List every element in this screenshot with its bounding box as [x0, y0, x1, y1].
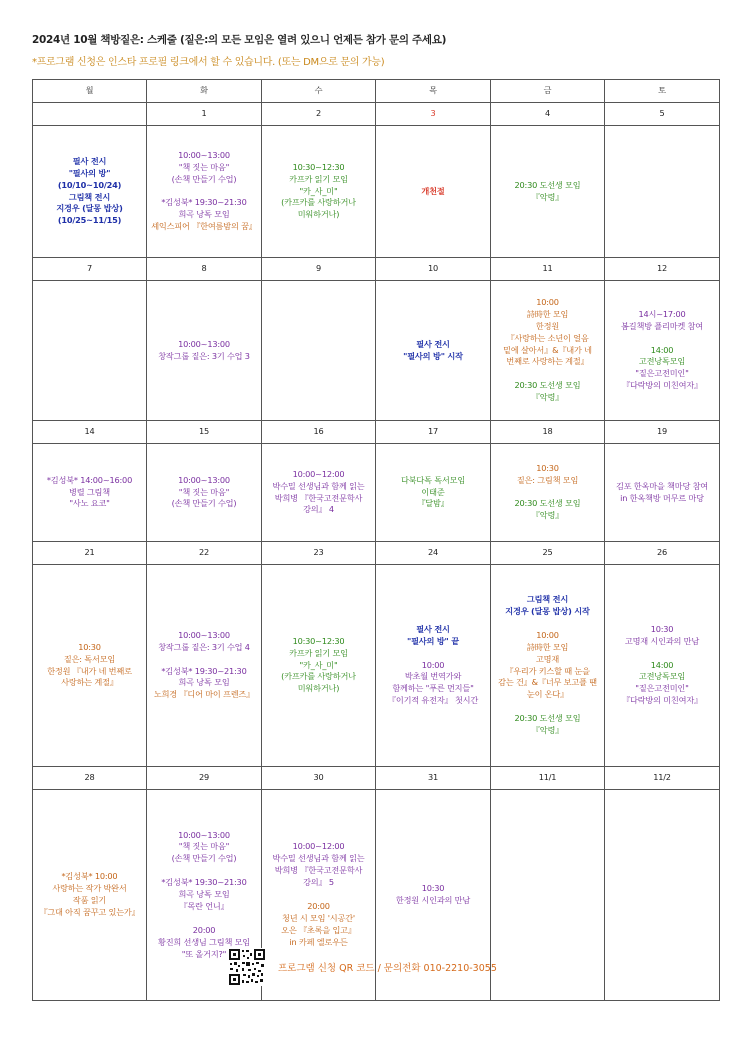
day-cell	[147, 565, 262, 767]
event-line: 10:30	[650, 623, 674, 634]
day-cell	[376, 126, 491, 258]
date-number: 9	[262, 258, 376, 281]
event-line: 개천절	[421, 185, 445, 196]
day-cell	[376, 444, 491, 542]
event-line: 『다락방의 미친여자』	[621, 380, 703, 391]
event-line: 『사랑하는 소년이 얼음	[506, 332, 589, 343]
date-number: 11/1	[491, 767, 605, 790]
weekday-header: 수	[262, 80, 376, 103]
day-cell	[262, 565, 376, 767]
event-line: 10:30~12:30	[292, 161, 345, 172]
calendar-table	[32, 79, 720, 1001]
event-line: 한정원 『내가 네 번째로	[47, 665, 132, 676]
event-line: 10:30~12:30	[292, 635, 345, 646]
day-cell	[491, 126, 605, 258]
event-line: 희곡 낭독 모임	[178, 889, 230, 900]
date-number: 11/2	[605, 767, 720, 790]
event-line: 김포 한옥마을 책마당 참여	[615, 480, 708, 491]
event-line: 청년 시 모임 '시공간'	[282, 912, 355, 923]
event-line: in 카페 엘로우든	[289, 936, 348, 947]
date-row	[33, 421, 720, 444]
event-line: 짙은: 그림책 모임	[516, 474, 579, 485]
weekday-header: 목	[376, 80, 491, 103]
event-line: 짙은: 독서모임	[63, 653, 116, 664]
event-line: (카프카를 사랑하거나	[281, 197, 356, 208]
event-line: 20:30 도선생 모임	[514, 498, 581, 509]
date-row	[33, 542, 720, 565]
event-line	[264, 889, 373, 901]
event-line: 20:30 도선생 모임	[514, 179, 581, 190]
event-line: 창작그룹 짙은: 3기 수업 4	[158, 641, 250, 652]
event-line	[149, 913, 259, 925]
event-line: (손책 만들기 수업)	[171, 853, 237, 864]
date-number: 8	[147, 258, 262, 281]
weekday-header: 월	[33, 80, 147, 103]
event-line: 카프카 읽기 모임	[289, 173, 348, 184]
event-row	[33, 281, 720, 421]
day-cell	[376, 565, 491, 767]
date-number: 7	[33, 258, 147, 281]
event-line: 병렬 그림책	[69, 486, 110, 497]
event-line: 20:00	[307, 900, 330, 911]
event-line: 10:00~13:00	[178, 829, 230, 840]
event-line: 『악령』	[531, 392, 564, 403]
date-number: 5	[605, 103, 720, 126]
event-line: 오은 『초록을 입고』	[281, 924, 356, 935]
event-line: 사랑하는 작가 박완서	[52, 883, 127, 894]
event-line: 희곡 낭독 모임	[178, 677, 230, 688]
day-cell	[491, 281, 605, 421]
event-line: 『이기적 유전자』 첫시간	[387, 695, 479, 706]
event-line: 그림책 전시	[526, 594, 569, 605]
event-line: 고전낭독모임	[638, 356, 686, 367]
event-line: 필사 전시	[416, 338, 450, 349]
day-cell	[262, 126, 376, 258]
event-line: 10:00~13:00	[178, 629, 230, 640]
day-cell	[491, 790, 605, 1001]
event-line: "책 짓는 마음"	[178, 486, 230, 497]
event-line: 『악령』	[531, 724, 564, 735]
event-line: (손책 만들기 수업)	[171, 498, 237, 509]
day-cell	[605, 281, 720, 421]
event-line: 고명재	[535, 653, 560, 664]
day-cell	[33, 126, 147, 258]
day-cell	[262, 281, 376, 421]
event-line: 10:30	[421, 883, 445, 894]
date-number: 11	[491, 258, 605, 281]
event-line: 10:00~12:00	[292, 841, 345, 852]
event-line: 이태준	[421, 486, 445, 497]
day-cell	[33, 790, 147, 1001]
event-line: 박수밀 선생님과 함께 읽는	[272, 853, 365, 864]
event-line: 詩時한 모임	[526, 308, 569, 319]
event-line: 그림책 전시	[68, 191, 111, 202]
event-line: "또 올거지?"	[181, 948, 227, 959]
event-line: 10:00~13:00	[178, 338, 230, 349]
day-cell	[147, 444, 262, 542]
event-line: *김성북* 19:30~21:30	[161, 197, 247, 208]
event-line: in 한옥책방 머무르 마당	[620, 492, 704, 503]
event-line: 10:00~13:00	[178, 149, 230, 160]
date-number: 25	[491, 542, 605, 565]
date-number: 26	[605, 542, 720, 565]
event-line: 한정원 시인과의 만남	[395, 895, 471, 905]
day-cell	[605, 790, 720, 1001]
day-cell	[605, 444, 720, 542]
date-number: 2	[262, 103, 376, 126]
event-line	[149, 186, 259, 198]
day-cell	[147, 126, 262, 258]
event-line: 20:30 도선생 모임	[514, 713, 581, 724]
date-number: 19	[605, 421, 720, 444]
event-line: 『우리가 키스할 때 눈을	[505, 665, 590, 676]
day-cell	[605, 565, 720, 767]
day-cell	[491, 444, 605, 542]
day-cell	[262, 444, 376, 542]
event-line: 사랑하는 계절』	[61, 677, 118, 688]
event-line: "짙은고전미인"	[635, 368, 689, 379]
event-line	[493, 368, 602, 380]
event-line: 미워하거나)	[297, 683, 340, 694]
event-line	[493, 701, 602, 713]
event-line: 고명재 시인과의 만남	[624, 635, 700, 646]
day-cell	[491, 565, 605, 767]
event-line: 셰익스피어 『한여름밤의 꿈』	[151, 221, 257, 232]
weekday-header-row	[33, 80, 720, 103]
event-line: 번째로 사랑하는 계절』	[506, 356, 589, 367]
event-line: 눈이 온다』	[526, 689, 569, 700]
event-line: 14:00	[650, 659, 674, 670]
date-number: 1	[147, 103, 262, 126]
event-line: "필사의 방" 시작	[403, 350, 463, 361]
event-line: 함께하는 "푸른 먼지들"	[392, 683, 474, 694]
event-line	[378, 648, 488, 660]
date-number: 22	[147, 542, 262, 565]
event-line: 『그대 아직 꿈꾸고 있는가』	[39, 906, 140, 917]
event-line: 『목란 언니』	[179, 900, 229, 911]
event-line	[607, 333, 717, 345]
day-cell	[605, 126, 720, 258]
event-line: (카프카를 사랑하거나	[281, 671, 356, 682]
date-row	[33, 103, 720, 126]
date-number: 31	[376, 767, 491, 790]
event-line: 박초월 번역가와	[404, 671, 462, 682]
event-line: 『다락방의 미친여자』	[621, 695, 703, 706]
event-line: 20:30 도선생 모임	[514, 380, 581, 391]
event-line: 고전낭독모임	[638, 671, 686, 682]
event-line: 강의』 4	[303, 504, 334, 515]
date-number: 3	[376, 103, 491, 126]
event-line	[607, 648, 717, 660]
event-line	[493, 487, 602, 499]
event-line: "책 짓는 마음"	[178, 841, 230, 852]
date-number: 4	[491, 103, 605, 126]
event-line: 한정원	[535, 320, 560, 331]
weekday-header: 토	[605, 80, 720, 103]
event-line: 10:00~13:00	[178, 474, 230, 485]
page-subtitle: *프로그램 신청은 인스타 프로필 링크에서 할 수 있습니다. (또는 DM으로 문의 가능)	[32, 57, 385, 68]
event-line: *김성북* 19:30~21:30	[161, 877, 247, 888]
date-row	[33, 767, 720, 790]
event-line: 황진희 선생님 그림책 모임	[157, 936, 250, 947]
weekday-header: 화	[147, 80, 262, 103]
date-number: 14	[33, 421, 147, 444]
event-line: 詩時한 모임	[526, 641, 569, 652]
event-line: (10/25~11/15)	[57, 215, 122, 226]
day-cell	[147, 281, 262, 421]
event-line: (손책 만들기 수업)	[171, 173, 237, 184]
event-line: 박희병 『한국고전문학사	[274, 492, 363, 503]
date-number: 10	[376, 258, 491, 281]
event-line: *김성북* 14:00~16:00	[46, 474, 133, 485]
event-line: 봄길책방 플리마켓 참여	[621, 320, 703, 331]
date-number: 23	[262, 542, 376, 565]
event-line: "사노 요코"	[69, 498, 110, 509]
event-line: "카_사_미"	[299, 185, 338, 196]
event-row	[33, 565, 720, 767]
event-line: 10:00	[421, 659, 445, 670]
event-line: 창작그룹 짙은: 3기 수업 3	[158, 350, 250, 361]
event-line: 희곡 낭독 모임	[178, 209, 230, 220]
day-cell	[376, 281, 491, 421]
date-number: 17	[376, 421, 491, 444]
event-row	[33, 444, 720, 542]
date-number: 28	[33, 767, 147, 790]
event-line: "책 짓는 마음"	[178, 161, 230, 172]
date-number: 12	[605, 258, 720, 281]
day-cell	[33, 565, 147, 767]
event-line	[149, 654, 259, 666]
footer-contact-text: 프로그램 신청 QR 코드 / 문의전화 010-2210-3055	[278, 963, 497, 974]
event-row	[33, 126, 720, 258]
event-line: *김성북* 19:30~21:30	[161, 665, 247, 676]
event-line: 박수밀 선생님과 함께 읽는	[272, 480, 365, 491]
event-line: "필사의 방" 끝	[407, 635, 459, 646]
date-number: 24	[376, 542, 491, 565]
date-number: 30	[262, 767, 376, 790]
date-number	[33, 103, 147, 126]
event-line	[493, 618, 602, 630]
footer	[228, 946, 497, 988]
calendar-body	[33, 80, 720, 1001]
event-line: 10:00~12:00	[292, 468, 345, 479]
event-line: 미워하거나)	[297, 209, 340, 220]
event-line: 10:30	[78, 641, 101, 652]
event-line: 카프카 읽기 모임	[289, 647, 348, 658]
event-line: 지경우 (달몽 밥상)	[56, 203, 123, 214]
event-line: (10/10~10/24)	[57, 179, 122, 190]
event-line: 작품 읽기	[72, 895, 107, 905]
qr-code-icon[interactable]	[228, 948, 266, 986]
event-line: 14:00	[650, 344, 674, 355]
event-line: 10:00	[536, 296, 559, 307]
event-line: 지경우 (달몽 밥상) 시작	[505, 606, 590, 617]
event-line: 밑에 살아서』&『내가 네	[503, 344, 592, 355]
event-line: 강의』 5	[303, 877, 334, 888]
event-line: "짙은고전미인"	[635, 683, 689, 694]
date-number: 18	[491, 421, 605, 444]
page-title: 2024년 10월 책방짙은: 스케줄 (짙은:의 모든 모임은 열려 있으니 언제든 참가 문의 주세요)	[32, 34, 447, 46]
event-line: 필사 전시	[416, 623, 450, 634]
event-line: 『악령』	[531, 191, 564, 202]
event-line: *김성북* 10:00	[61, 871, 118, 882]
event-line	[149, 865, 259, 877]
event-line: 『악령』	[531, 510, 564, 521]
event-line: "카_사_미"	[299, 659, 338, 670]
date-row	[33, 258, 720, 281]
event-line: "필사의 방"	[68, 167, 111, 178]
day-cell	[33, 444, 147, 542]
event-line: 10:30	[536, 462, 559, 473]
day-cell	[33, 281, 147, 421]
date-number: 29	[147, 767, 262, 790]
event-line: 필사 전시	[72, 155, 107, 166]
event-line: 노희경 『디어 마이 프렌즈』	[153, 689, 255, 700]
date-number: 16	[262, 421, 376, 444]
event-line: 다북다독 독서모임	[400, 474, 466, 485]
weekday-header: 금	[491, 80, 605, 103]
date-number: 15	[147, 421, 262, 444]
date-number: 21	[33, 542, 147, 565]
event-line: 14시~17:00	[638, 308, 686, 319]
event-line: 20:00	[192, 924, 216, 935]
event-line: 감는 건』&『너무 보고플 땐	[498, 677, 597, 688]
event-line: 박희병 『한국고전문학사	[274, 865, 363, 876]
event-line: 10:00	[536, 629, 559, 640]
event-line: 『달밤』	[417, 498, 449, 509]
